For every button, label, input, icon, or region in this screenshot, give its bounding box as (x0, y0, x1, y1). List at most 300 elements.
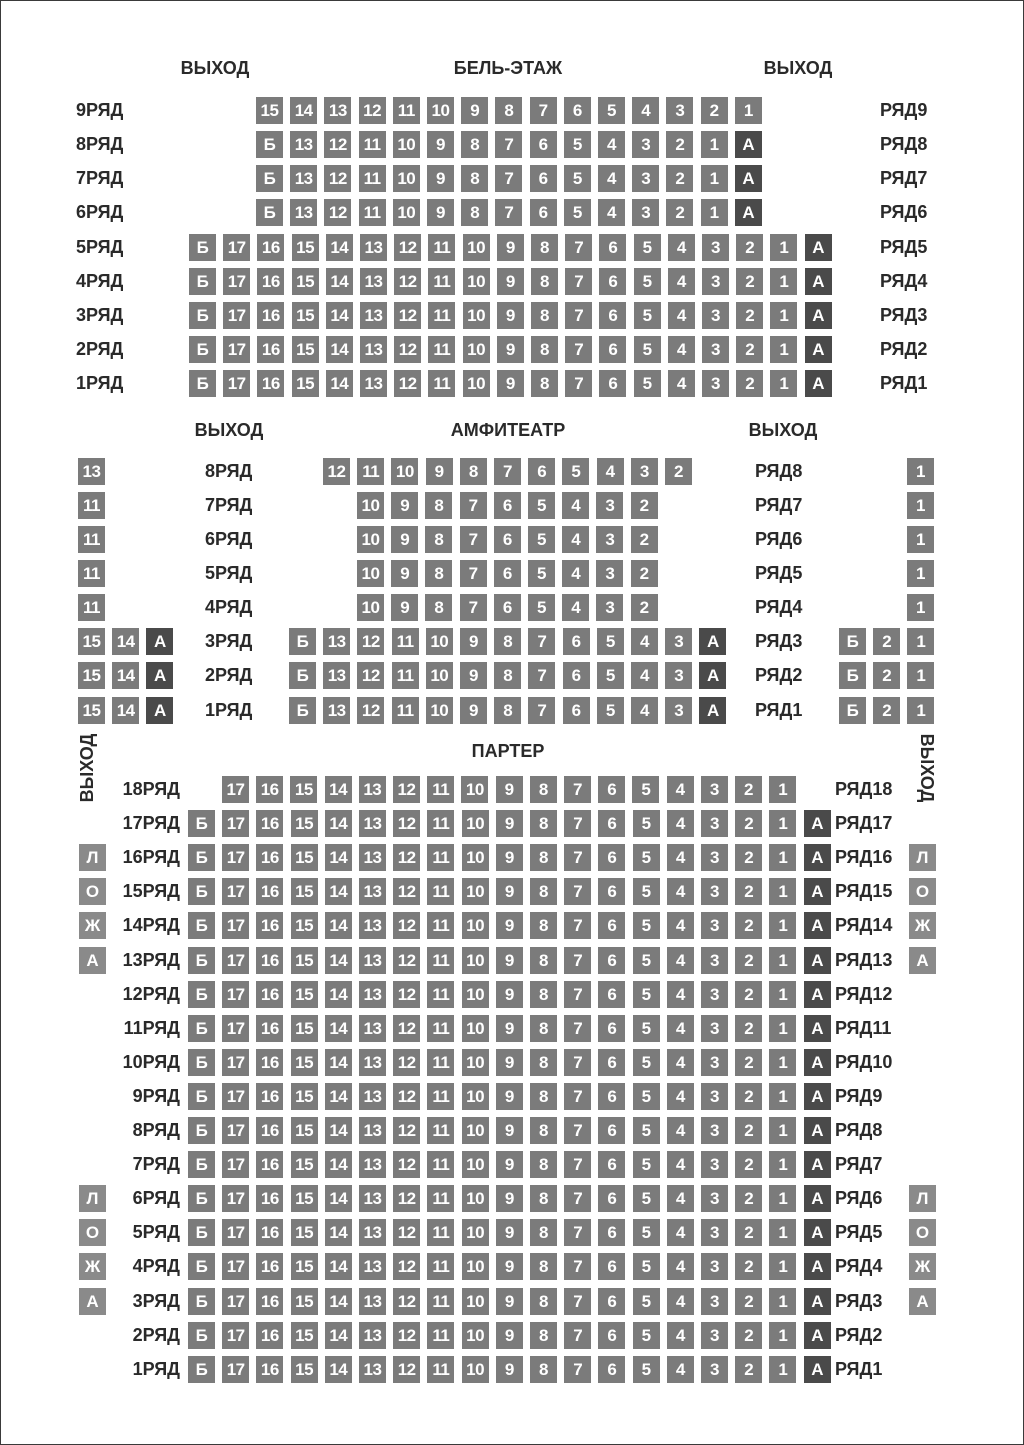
seat[interactable]: 17 (223, 302, 250, 329)
seat[interactable]: 8 (530, 878, 557, 905)
seat[interactable]: 12 (393, 1015, 420, 1042)
seat[interactable]: 6 (598, 776, 625, 803)
side-seat[interactable]: А (146, 697, 173, 724)
seat[interactable]: 5 (633, 1322, 660, 1349)
side-seat[interactable]: 11 (78, 560, 105, 587)
seat[interactable]: 14 (325, 844, 352, 871)
seat[interactable]: 3 (701, 1117, 728, 1144)
seat[interactable]: 1 (701, 131, 728, 158)
seat[interactable]: 5 (633, 1253, 660, 1280)
seat[interactable]: 3 (596, 594, 623, 621)
seat[interactable]: 11 (427, 844, 454, 871)
seat[interactable]: 12 (393, 878, 420, 905)
seat[interactable]: Б (256, 165, 283, 192)
seat[interactable]: 3 (701, 1015, 728, 1042)
seat[interactable]: 2 (735, 1185, 762, 1212)
seat[interactable]: 5 (633, 810, 660, 837)
seat[interactable]: 12 (324, 199, 351, 226)
seat[interactable]: 15 (291, 1356, 318, 1383)
seat[interactable]: 13 (290, 165, 317, 192)
seat[interactable]: 13 (359, 1322, 386, 1349)
seat[interactable]: 16 (256, 1322, 283, 1349)
seat[interactable]: 3 (665, 628, 692, 655)
seat[interactable]: 14 (325, 1253, 352, 1280)
seat[interactable]: 2 (735, 1049, 762, 1076)
seat[interactable]: 4 (667, 844, 694, 871)
side-seat[interactable]: 11 (78, 526, 105, 553)
seat[interactable]: Б (188, 1253, 215, 1280)
seat[interactable]: 8 (530, 1185, 557, 1212)
seat[interactable]: 15 (291, 1151, 318, 1178)
seat[interactable]: А (735, 131, 762, 158)
seat[interactable]: 4 (668, 234, 695, 261)
seat[interactable]: 16 (256, 1083, 283, 1110)
seat[interactable]: 8 (530, 1253, 557, 1280)
seat[interactable]: 14 (325, 947, 352, 974)
seat[interactable]: 11 (427, 1322, 454, 1349)
seat[interactable]: 6 (598, 1049, 625, 1076)
seat[interactable]: 12 (393, 1083, 420, 1110)
seat[interactable]: 10 (462, 844, 489, 871)
seat[interactable]: 4 (562, 492, 589, 519)
seat[interactable]: 3 (702, 234, 729, 261)
seat[interactable]: 4 (562, 560, 589, 587)
side-seat[interactable]: 1 (907, 594, 934, 621)
side-seat[interactable]: 15 (78, 662, 105, 689)
seat[interactable]: Б (188, 1117, 215, 1144)
seat[interactable]: 8 (495, 97, 522, 124)
seat[interactable]: 6 (563, 662, 590, 689)
seat[interactable]: 8 (425, 492, 452, 519)
seat[interactable]: 7 (564, 912, 591, 939)
seat[interactable]: Б (188, 947, 215, 974)
seat[interactable]: 13 (359, 1151, 386, 1178)
seat[interactable]: 8 (461, 199, 488, 226)
seat[interactable]: 7 (565, 234, 592, 261)
seat[interactable]: А (804, 1322, 831, 1349)
seat[interactable]: 3 (701, 947, 728, 974)
seat[interactable]: 8 (494, 662, 521, 689)
seat[interactable]: 5 (633, 1151, 660, 1178)
seat[interactable]: 1 (769, 844, 796, 871)
seat[interactable]: 6 (598, 947, 625, 974)
seat[interactable]: 3 (701, 1356, 728, 1383)
seat[interactable]: 3 (701, 1151, 728, 1178)
seat[interactable]: 16 (257, 370, 284, 397)
seat[interactable]: 3 (665, 662, 692, 689)
seat[interactable]: 11 (392, 628, 419, 655)
seat[interactable]: 1 (769, 878, 796, 905)
seat[interactable]: 7 (565, 370, 592, 397)
seat[interactable]: 2 (631, 526, 658, 553)
seat[interactable]: А (735, 165, 762, 192)
seat[interactable]: 1 (770, 268, 797, 295)
seat[interactable]: 15 (292, 302, 319, 329)
seat[interactable]: 6 (599, 370, 626, 397)
seat[interactable]: 4 (667, 947, 694, 974)
seat[interactable]: 1 (769, 810, 796, 837)
side-seat[interactable]: 1 (907, 662, 934, 689)
seat[interactable]: 10 (426, 697, 453, 724)
seat[interactable]: 8 (530, 1356, 557, 1383)
seat[interactable]: 7 (495, 165, 522, 192)
seat[interactable]: 2 (735, 1356, 762, 1383)
seat[interactable]: 9 (496, 1049, 523, 1076)
seat[interactable]: 6 (598, 1253, 625, 1280)
seat[interactable]: Б (188, 1083, 215, 1110)
seat[interactable]: Б (189, 268, 216, 295)
seat[interactable]: 3 (702, 302, 729, 329)
seat[interactable]: 7 (564, 1049, 591, 1076)
seat[interactable]: 15 (291, 1083, 318, 1110)
seat[interactable]: 3 (701, 776, 728, 803)
seat[interactable]: 2 (735, 1151, 762, 1178)
seat[interactable]: 4 (667, 1219, 694, 1246)
seat[interactable]: 2 (631, 594, 658, 621)
seat[interactable]: 5 (633, 981, 660, 1008)
seat[interactable]: 10 (426, 628, 453, 655)
seat[interactable]: 11 (357, 458, 384, 485)
seat[interactable]: 1 (701, 199, 728, 226)
seat[interactable]: 9 (427, 199, 454, 226)
seat[interactable]: 10 (357, 492, 384, 519)
seat[interactable]: 9 (460, 697, 487, 724)
seat[interactable]: 9 (496, 1015, 523, 1042)
seat[interactable]: 8 (530, 1117, 557, 1144)
seat[interactable]: 7 (460, 594, 487, 621)
seat[interactable]: 5 (633, 1015, 660, 1042)
seat[interactable]: 6 (530, 131, 557, 158)
seat[interactable]: А (804, 1185, 831, 1212)
seat[interactable]: 3 (702, 370, 729, 397)
seat[interactable]: А (699, 628, 726, 655)
seat[interactable]: 15 (291, 981, 318, 1008)
seat[interactable]: 15 (291, 1015, 318, 1042)
seat[interactable]: Б (289, 662, 316, 689)
seat[interactable]: 6 (494, 594, 521, 621)
seat[interactable]: 1 (770, 370, 797, 397)
seat[interactable]: 12 (394, 234, 421, 261)
seat[interactable]: 10 (357, 560, 384, 587)
seat[interactable]: 7 (528, 628, 555, 655)
seat[interactable]: 3 (701, 1253, 728, 1280)
seat[interactable]: 7 (564, 1151, 591, 1178)
seat[interactable]: 9 (391, 560, 418, 587)
seat[interactable]: 10 (463, 302, 490, 329)
seat[interactable]: 12 (393, 1219, 420, 1246)
side-seat[interactable]: 14 (112, 662, 139, 689)
seat[interactable]: 11 (359, 131, 386, 158)
seat[interactable]: 8 (531, 268, 558, 295)
seat[interactable]: 6 (598, 844, 625, 871)
seat[interactable]: 14 (325, 776, 352, 803)
side-seat[interactable]: 14 (112, 628, 139, 655)
seat[interactable]: 13 (359, 810, 386, 837)
seat[interactable]: 2 (735, 981, 762, 1008)
seat[interactable]: 11 (427, 1288, 454, 1315)
seat[interactable]: 7 (530, 97, 557, 124)
seat[interactable]: 12 (393, 1288, 420, 1315)
seat[interactable]: 2 (735, 844, 762, 871)
seat[interactable]: 10 (357, 594, 384, 621)
seat[interactable]: 14 (325, 1185, 352, 1212)
seat[interactable]: 5 (633, 912, 660, 939)
seat[interactable]: 17 (222, 1151, 249, 1178)
seat[interactable]: 5 (597, 628, 624, 655)
seat[interactable]: 3 (596, 492, 623, 519)
seat[interactable]: 12 (393, 1356, 420, 1383)
seat[interactable]: 9 (496, 878, 523, 905)
seat[interactable]: 6 (598, 810, 625, 837)
seat[interactable]: 7 (564, 844, 591, 871)
seat[interactable]: 5 (633, 1219, 660, 1246)
side-seat[interactable]: 2 (873, 662, 900, 689)
seat[interactable]: 16 (256, 1219, 283, 1246)
seat[interactable]: 16 (256, 844, 283, 871)
seat[interactable]: 17 (222, 776, 249, 803)
seat[interactable]: 4 (667, 1253, 694, 1280)
seat[interactable]: Б (188, 1288, 215, 1315)
seat[interactable]: 4 (668, 370, 695, 397)
seat[interactable]: 16 (256, 776, 283, 803)
seat[interactable]: 10 (462, 981, 489, 1008)
seat[interactable]: А (735, 199, 762, 226)
seat[interactable]: А (805, 268, 832, 295)
seat[interactable]: А (699, 697, 726, 724)
seat[interactable]: А (804, 1288, 831, 1315)
seat[interactable]: А (804, 1253, 831, 1280)
seat[interactable]: 13 (324, 97, 351, 124)
seat[interactable]: 3 (701, 981, 728, 1008)
seat[interactable]: 3 (701, 1288, 728, 1315)
seat[interactable]: 7 (564, 776, 591, 803)
seat[interactable]: 6 (598, 1015, 625, 1042)
seat[interactable]: 15 (291, 1322, 318, 1349)
seat[interactable]: 13 (360, 302, 387, 329)
seat[interactable]: А (805, 234, 832, 261)
seat[interactable]: 1 (769, 1288, 796, 1315)
side-seat[interactable]: 2 (873, 628, 900, 655)
seat[interactable]: 4 (668, 336, 695, 363)
side-seat[interactable]: 1 (907, 526, 934, 553)
seat[interactable]: 9 (496, 1253, 523, 1280)
seat[interactable]: 10 (462, 912, 489, 939)
seat[interactable]: 16 (256, 1015, 283, 1042)
seat[interactable]: 5 (528, 526, 555, 553)
seat[interactable]: 16 (256, 947, 283, 974)
seat[interactable]: 1 (769, 1151, 796, 1178)
seat[interactable]: 2 (735, 1219, 762, 1246)
seat[interactable]: 1 (770, 336, 797, 363)
seat[interactable]: 10 (462, 1219, 489, 1246)
seat[interactable]: 11 (393, 97, 420, 124)
seat[interactable]: 4 (562, 526, 589, 553)
seat[interactable]: 2 (631, 560, 658, 587)
seat[interactable]: 17 (223, 370, 250, 397)
seat[interactable]: 15 (292, 268, 319, 295)
side-seat[interactable]: 13 (78, 458, 105, 485)
seat[interactable]: 9 (497, 370, 524, 397)
seat[interactable]: Б (188, 1322, 215, 1349)
side-seat[interactable]: Б (839, 628, 866, 655)
seat[interactable]: 8 (530, 1288, 557, 1315)
seat[interactable]: 14 (325, 810, 352, 837)
seat[interactable]: 10 (463, 234, 490, 261)
seat[interactable]: 14 (325, 981, 352, 1008)
seat[interactable]: 11 (427, 1015, 454, 1042)
seat[interactable]: 14 (325, 1288, 352, 1315)
seat[interactable]: 4 (598, 131, 625, 158)
seat[interactable]: 9 (426, 458, 453, 485)
seat[interactable]: 13 (290, 199, 317, 226)
seat[interactable]: 6 (494, 526, 521, 553)
seat[interactable]: А (804, 1151, 831, 1178)
seat[interactable]: А (804, 947, 831, 974)
seat[interactable]: 4 (667, 776, 694, 803)
seat[interactable]: 5 (528, 560, 555, 587)
seat[interactable]: 16 (256, 1253, 283, 1280)
seat[interactable]: 11 (359, 199, 386, 226)
seat[interactable]: 5 (598, 97, 625, 124)
seat[interactable]: 3 (701, 1049, 728, 1076)
seat[interactable]: 9 (496, 844, 523, 871)
seat[interactable]: 5 (634, 370, 661, 397)
seat[interactable]: 1 (735, 97, 762, 124)
seat[interactable]: 13 (360, 234, 387, 261)
seat[interactable]: 4 (631, 628, 658, 655)
seat[interactable]: 4 (631, 662, 658, 689)
seat[interactable]: 16 (256, 1049, 283, 1076)
seat[interactable]: Б (188, 844, 215, 871)
seat[interactable]: 8 (530, 1049, 557, 1076)
seat[interactable]: 12 (393, 981, 420, 1008)
seat[interactable]: 10 (463, 268, 490, 295)
side-seat[interactable]: Б (839, 697, 866, 724)
seat[interactable]: 9 (496, 947, 523, 974)
seat[interactable]: 8 (494, 628, 521, 655)
seat[interactable]: 17 (222, 947, 249, 974)
seat[interactable]: 13 (359, 1288, 386, 1315)
seat[interactable]: 8 (531, 370, 558, 397)
seat[interactable]: 5 (633, 1049, 660, 1076)
seat[interactable]: А (804, 1117, 831, 1144)
seat[interactable]: 14 (325, 1151, 352, 1178)
seat[interactable]: 6 (494, 492, 521, 519)
seat[interactable]: 6 (599, 268, 626, 295)
seat[interactable]: А (699, 662, 726, 689)
seat[interactable]: 7 (564, 1015, 591, 1042)
seat[interactable]: 2 (735, 947, 762, 974)
seat[interactable]: 1 (769, 1253, 796, 1280)
seat[interactable]: 15 (291, 1049, 318, 1076)
seat[interactable]: 9 (496, 1151, 523, 1178)
seat[interactable]: 13 (359, 912, 386, 939)
seat[interactable]: 12 (393, 1322, 420, 1349)
seat[interactable]: 4 (598, 165, 625, 192)
seat[interactable]: 5 (634, 336, 661, 363)
seat[interactable]: 11 (427, 878, 454, 905)
seat[interactable]: 1 (769, 1322, 796, 1349)
seat[interactable]: 5 (634, 302, 661, 329)
seat[interactable]: А (804, 810, 831, 837)
seat[interactable]: 8 (461, 165, 488, 192)
seat[interactable]: 13 (359, 844, 386, 871)
seat[interactable]: 12 (323, 458, 350, 485)
seat[interactable]: 12 (359, 97, 386, 124)
seat[interactable]: 8 (531, 336, 558, 363)
seat[interactable]: 11 (427, 981, 454, 1008)
seat[interactable]: 12 (393, 1049, 420, 1076)
seat[interactable]: 6 (530, 165, 557, 192)
seat[interactable]: 10 (463, 370, 490, 397)
seat[interactable]: 11 (428, 302, 455, 329)
seat[interactable]: 5 (597, 662, 624, 689)
seat[interactable]: 10 (427, 97, 454, 124)
seat[interactable]: 2 (735, 1083, 762, 1110)
seat[interactable]: 6 (564, 97, 591, 124)
seat[interactable]: 5 (633, 1288, 660, 1315)
seat[interactable]: 12 (393, 776, 420, 803)
side-seat[interactable]: 11 (78, 594, 105, 621)
seat[interactable]: 8 (530, 1015, 557, 1042)
seat[interactable]: 5 (597, 697, 624, 724)
seat[interactable]: 2 (736, 268, 763, 295)
seat[interactable]: 1 (770, 234, 797, 261)
seat[interactable]: 12 (393, 947, 420, 974)
seat[interactable]: 1 (769, 1219, 796, 1246)
seat[interactable]: 15 (291, 878, 318, 905)
seat[interactable]: 11 (427, 1083, 454, 1110)
seat[interactable]: 15 (291, 947, 318, 974)
seat[interactable]: 7 (460, 560, 487, 587)
seat[interactable]: 3 (596, 560, 623, 587)
seat[interactable]: 15 (291, 912, 318, 939)
seat[interactable]: А (804, 1015, 831, 1042)
seat[interactable]: 10 (462, 1356, 489, 1383)
seat[interactable]: 5 (528, 492, 555, 519)
seat[interactable]: Б (188, 1049, 215, 1076)
seat[interactable]: 1 (769, 1015, 796, 1042)
seat[interactable]: 4 (667, 1083, 694, 1110)
seat[interactable]: 2 (735, 1117, 762, 1144)
seat[interactable]: 2 (701, 97, 728, 124)
seat[interactable]: 3 (666, 97, 693, 124)
seat[interactable]: 9 (496, 1083, 523, 1110)
seat[interactable]: 7 (564, 1185, 591, 1212)
seat[interactable]: 11 (428, 268, 455, 295)
seat[interactable]: 6 (598, 1322, 625, 1349)
seat[interactable]: 14 (326, 302, 353, 329)
seat[interactable]: 1 (769, 1117, 796, 1144)
seat[interactable]: 17 (222, 981, 249, 1008)
seat[interactable]: Б (188, 1015, 215, 1042)
seat[interactable]: 14 (325, 1015, 352, 1042)
seat[interactable]: 7 (564, 1288, 591, 1315)
seat[interactable]: 16 (257, 302, 284, 329)
seat[interactable]: Б (189, 302, 216, 329)
seat[interactable]: 12 (393, 810, 420, 837)
seat[interactable]: 15 (291, 810, 318, 837)
seat[interactable]: 4 (667, 810, 694, 837)
seat[interactable]: 11 (427, 1117, 454, 1144)
seat[interactable]: 3 (701, 1219, 728, 1246)
seat[interactable]: 2 (735, 912, 762, 939)
seat[interactable]: 9 (391, 594, 418, 621)
seat[interactable]: 3 (701, 912, 728, 939)
seat[interactable]: 14 (325, 1322, 352, 1349)
seat[interactable]: 8 (530, 844, 557, 871)
seat[interactable]: 4 (562, 594, 589, 621)
